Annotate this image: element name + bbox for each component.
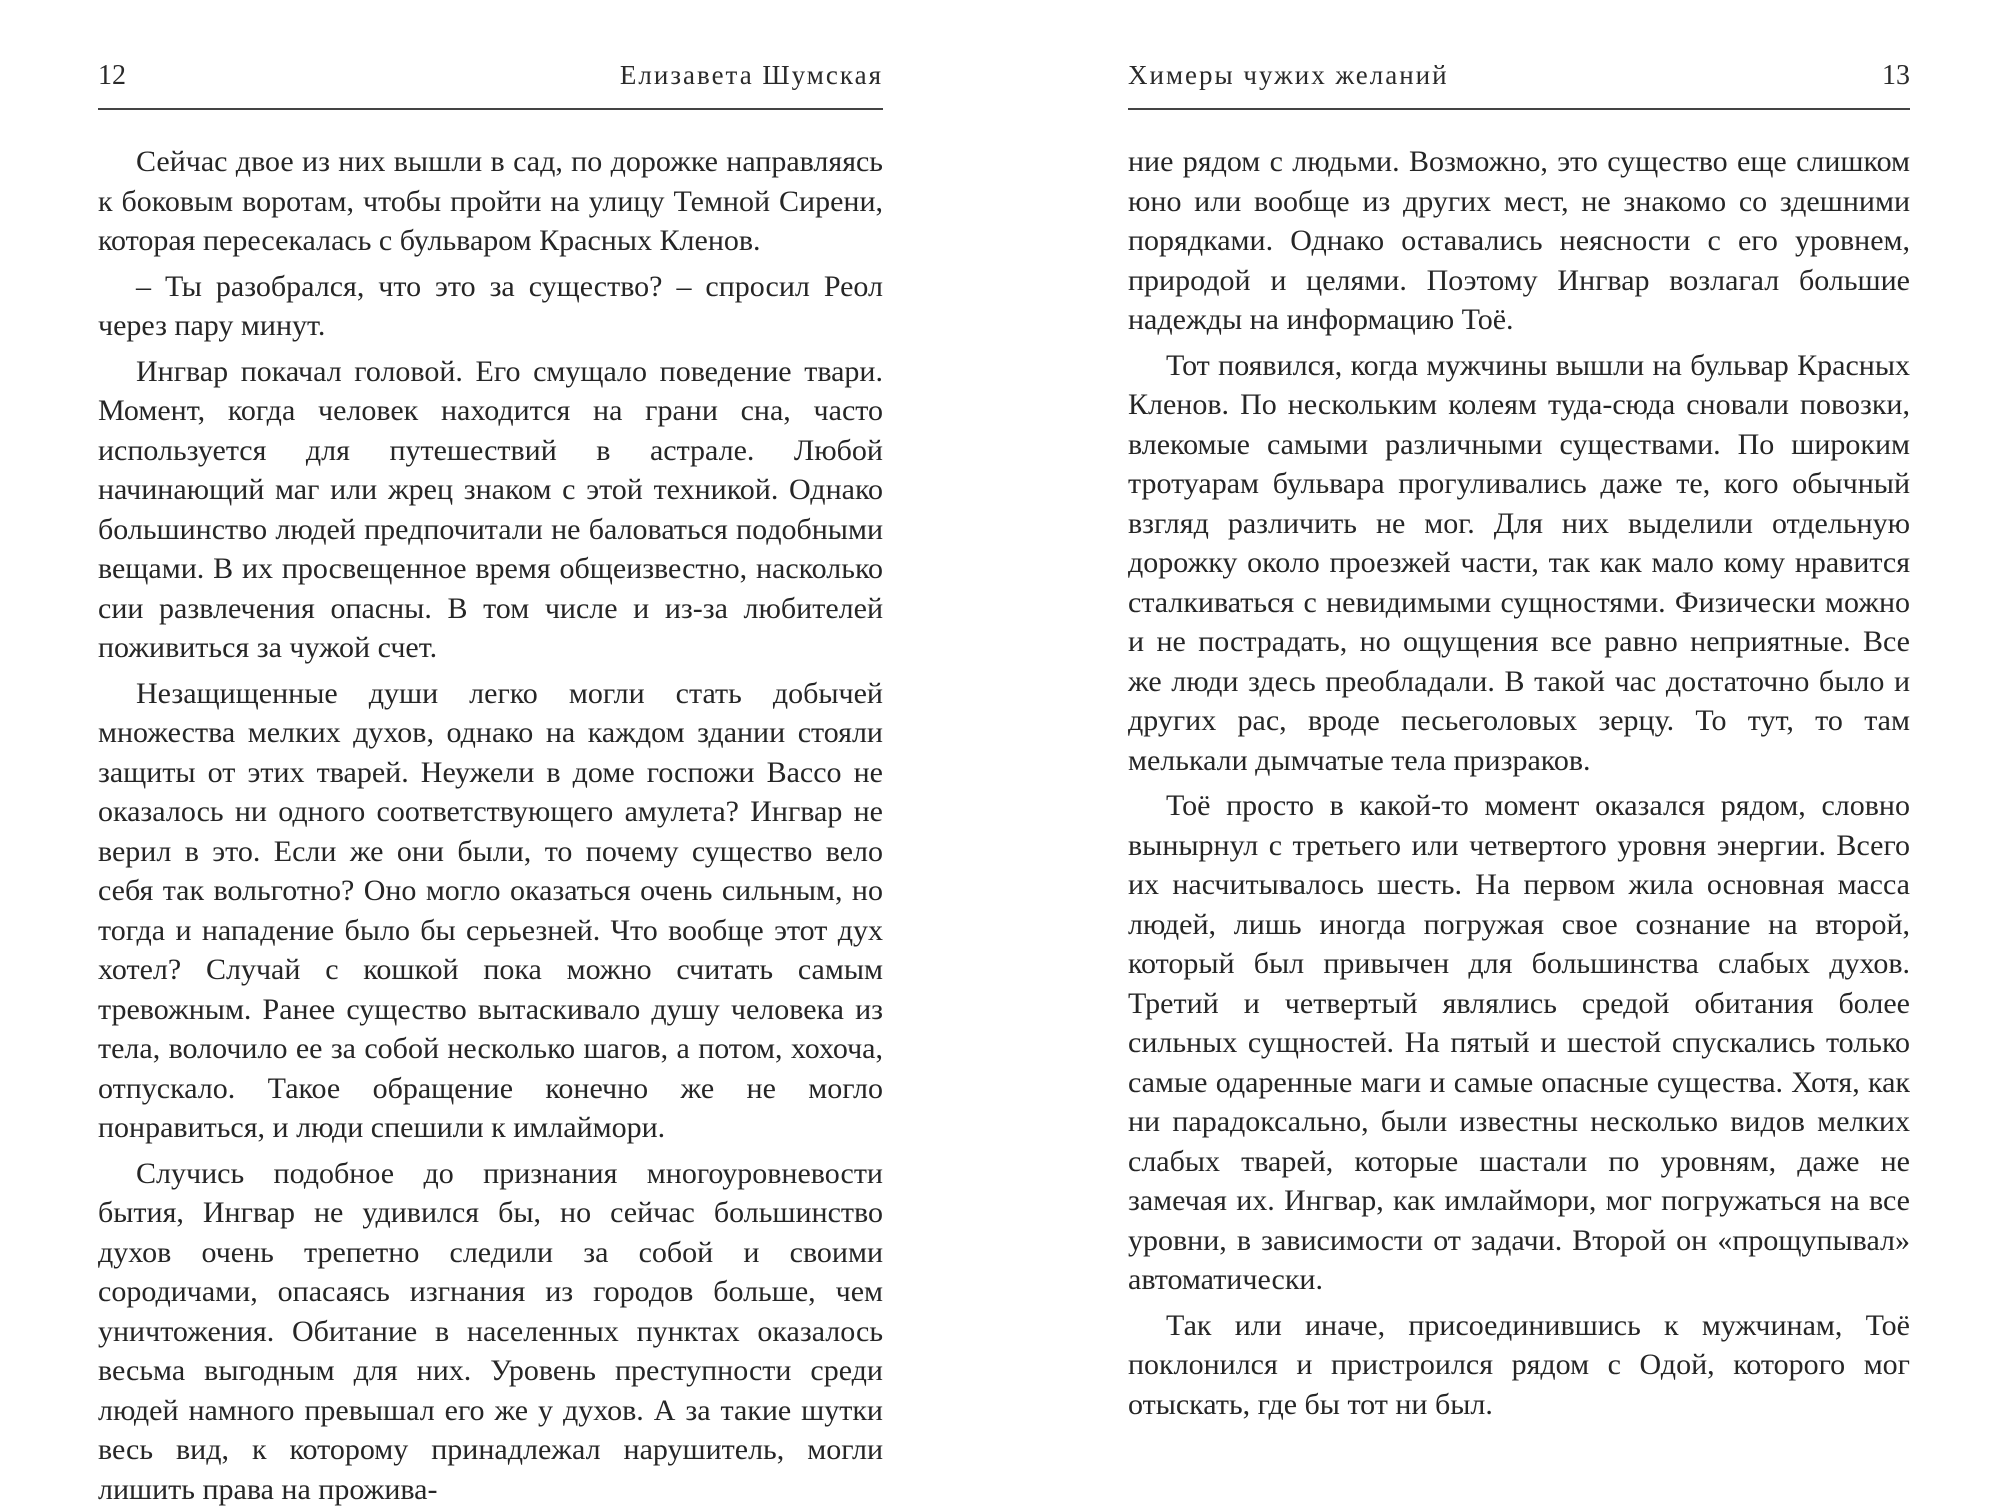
paragraph: Тоё просто в какой-то момент оказался рядом, словно вынырнул с третьего или четвертого уровня энергии. Всего их насчитывалось шесть. На первом жила основная масса людей, лишь иногда погружая свое сознание на второй, который был привычен для большинства слабых духов. Третий и четвертый являлись средой обитания более сильных сущностей. На пятый и шестой спускались только самые одаренные маги и самые опасные существа. Хотя, как ни парадоксально, были известны несколько видов мелких слабых тварей, которые шастали по уровням, даже не замечая их. Ингвар, как имлаймори, мог погружаться на все уровни, в зависимости от задачи. Второй он «прощупывал» автоматически. (1128, 786, 1910, 1300)
left-page (98, 0, 883, 1478)
left-page-number: 12 (98, 60, 126, 92)
paragraph: Ингвар покачал головой. Его смущало поведение твари. Момент, когда человек находится на грани сна, часто используется для путешествий в астрале. Любой начинающий маг или жрец знаком с этой техникой. Однако большинство людей предпочитали не баловаться подобными вещами. В их просвещенное время общеизвестно, насколько сии развлечения опасны. В том числе и из-за любителей поживиться за чужой счет. (98, 352, 883, 668)
paragraph: Так или иначе, присоединившись к мужчинам, Тоё поклонился и пристроился рядом с Одой, которого мог отыскать, где бы тот ни был. (1128, 1306, 1910, 1425)
right-header-rule (1128, 108, 1910, 110)
left-running-head (98, 60, 883, 100)
paragraph: Незащищенные души легко могли стать добычей множества мелких духов, однако на каждом здании стояли защиты от этих тварей. Неужели в доме госпожи Вассо не оказалось ни одного соответствующего амулета? Ингвар не верил в это. Если же они были, то почему существо вело себя так вольготно? Оно могло оказаться очень сильным, но тогда и нападение было бы серьезней. Что вообще этот дух хотел? Случай с кошкой пока можно считать самым тревожным. Ранее существо вытаскивало душу человека из тела, волочило ее за собой несколько шагов, а потом, хохоча, отпускало. Такое обращение конечно же не могло понравиться, и люди спешили к имлаймори. (98, 674, 883, 1148)
right-running-head (1128, 60, 1910, 100)
right-page-number: 13 (1882, 60, 1910, 92)
left-body-text (98, 142, 883, 1509)
paragraph: Случись подобное до признания многоуровневости бытия, Ингвар не удивился бы, но сейчас большинство духов очень трепетно следили за собой и своими сородичами, опасаясь изгнания из городов больше, чем уничтожения. Обитание в населенных пунктах оказалось весьма выгодным для них. Уровень преступности среди людей намного превышал его же у духов. А за такие шутки весь вид, к которому принадлежал нарушитель, могли лишить права на прожива- (98, 1154, 883, 1509)
paragraph-continuation: ние рядом с людьми. Возможно, это существо еще слишком юно или вообще из других мест, не знакомо со здешними порядками. Однако оставались неясности с его уровнем, природой и целями. Поэтому Ингвар возлагал большие надежды на информацию Тоё. (1128, 142, 1910, 340)
paragraph: – Ты разобрался, что это за существо? – спросил Реол через пару минут. (98, 267, 883, 346)
left-header-rule (98, 108, 883, 110)
paragraph: Сейчас двое из них вышли в сад, по дорожке направляясь к боковым воротам, чтобы пройти на улицу Темной Сирени, которая пересекалась с бульваром Красных Кленов. (98, 142, 883, 261)
left-running-title: Елизавета Шумская (620, 60, 883, 91)
right-page (1128, 0, 1910, 1478)
right-running-title: Химеры чужих желаний (1128, 60, 1449, 91)
paragraph: Тот появился, когда мужчины вышли на бульвар Красных Кленов. По нескольким колеям туда-сюда сновали повозки, влекомые самыми различными существами. По широким тротуарам бульвара прогуливались даже те, кого обычный взгляд различить не мог. Для них выделили отдельную дорожку около проезжей части, так как мало кому нравится сталкиваться с невидимыми сущностями. Физически можно и не пострадать, но ощущения все равно неприятные. Все же люди здесь преобладали. В такой час достаточно было и других рас, вроде песьеголовых зерцу. То тут, то там мелькали дымчатые тела призраков. (1128, 346, 1910, 781)
right-body-text (1128, 142, 1910, 1424)
